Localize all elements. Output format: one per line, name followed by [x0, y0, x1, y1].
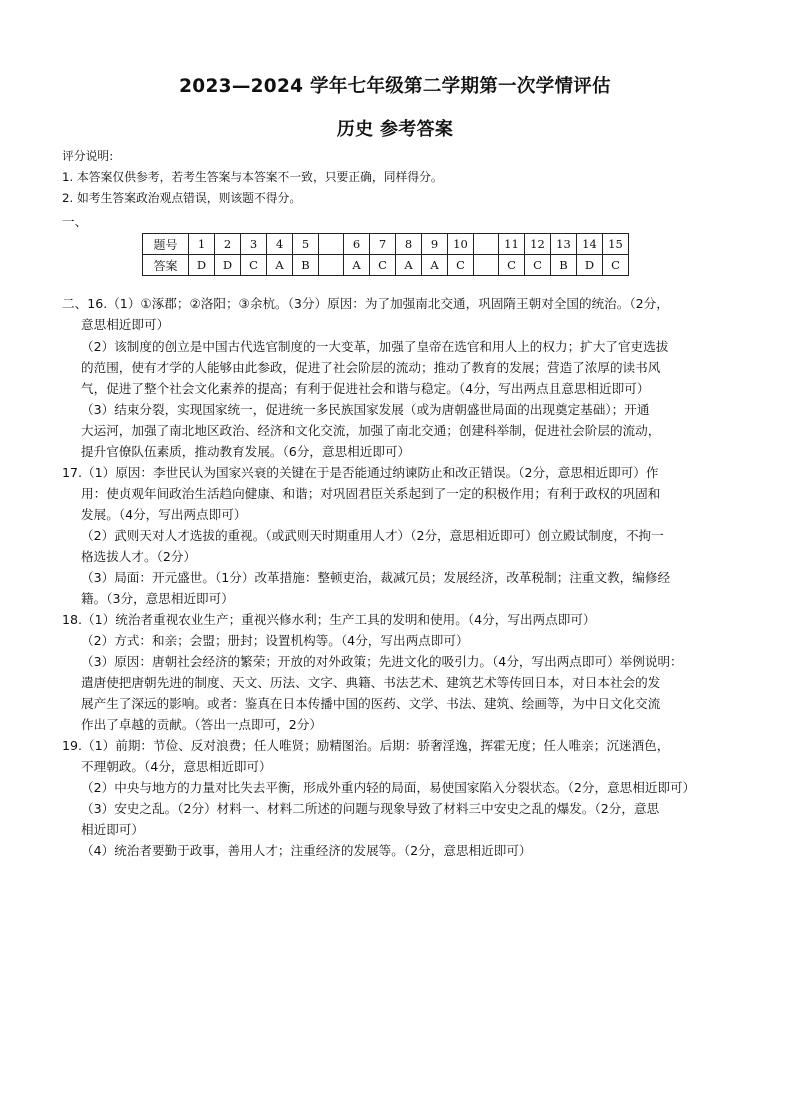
- answer-table: [142, 233, 629, 276]
- answer-line: 不理朝政。（4分，意思相近即可）: [81, 759, 272, 774]
- question-number: 10: [448, 234, 474, 255]
- answer-cell: C: [525, 255, 551, 276]
- table-gap-cell: [474, 234, 499, 255]
- table-gap-cell: [474, 255, 499, 276]
- question-number-row: [143, 234, 629, 255]
- question-number: 2: [215, 234, 241, 255]
- answer-cell: C: [241, 255, 267, 276]
- answer-line: 气，促进了整个社会文化素养的提高；有利于促进社会和谐与稳定。（4分，写出两点且意思相近即可）: [81, 381, 650, 396]
- note-item-1: 1. 本答案仅供参考，若考生答案与本答案不一致，只要正确，同样得分。: [62, 170, 443, 184]
- answer-line: 相近即可）: [81, 822, 144, 837]
- question-number: 9: [422, 234, 448, 255]
- question-number: 8: [396, 234, 422, 255]
- question-number: 13: [551, 234, 577, 255]
- question-number: 7: [370, 234, 396, 255]
- answer-line: （3）结束分裂，实现国家统一，促进统一多民族国家发展（或为唐朝盛世局面的出现奠定基础）；开通: [81, 402, 650, 417]
- question-number: 14: [577, 234, 603, 255]
- answer-line: 遣唐使把唐朝先进的制度、天文、历法、文字、典籍、书法艺术、建筑艺术等传回日本，对日本社会的发: [81, 675, 661, 690]
- question-number: 4: [267, 234, 293, 255]
- answer-line: 发展。（4分，写出两点即可）: [81, 507, 247, 522]
- answer-cell: D: [215, 255, 241, 276]
- question-number: 12: [525, 234, 551, 255]
- question-number: 11: [499, 234, 525, 255]
- answer-cell: C: [448, 255, 474, 276]
- answer-line: 18.（1）统治者重视农业生产；重视兴修水利；生产工具的发明和使用。（4分，写出两点即可）: [62, 612, 596, 627]
- notes-heading: 评分说明:: [62, 149, 114, 163]
- answer-cell: B: [551, 255, 577, 276]
- answer-cell: C: [603, 255, 629, 276]
- answer-line: 二、16.（1）①涿郡；②洛阳；③余杭。（3分）原因：为了加强南北交通，巩固隋王朝对全国的统治。（2分，: [62, 296, 669, 311]
- note-item-2: 2. 如考生答案政治观点错误，则该题不得分。: [62, 191, 302, 205]
- answer-line: 的范围，使有才学的人能够由此参政，促进了社会阶层的流动；推动了教育的发展；营造了浓厚的读书风: [81, 360, 661, 375]
- answer-line: 意思相近即可）: [81, 317, 170, 332]
- answer-line: （3）安史之乱。（2分）材料一、材料二所述的问题与现象导致了材料三中安史之乱的爆发。（2分，意思: [81, 801, 660, 816]
- question-number: 5: [293, 234, 319, 255]
- answer-line: （3）局面：开元盛世。（1分）改革措施：整顿吏治，裁减冗员；发展经济，改革税制；注重文教，编修经: [81, 570, 671, 585]
- answer-line: 格选拔人才。（2分）: [81, 549, 197, 564]
- row-label-number: 题号: [143, 234, 189, 255]
- page-title: 2023—2024 学年七年级第二学期第一次学情评估: [179, 76, 611, 97]
- answer-row: [143, 255, 629, 276]
- answer-line: （2）中央与地方的力量对比失去平衡，形成外重内轻的局面，易使国家陷入分裂状态。（2分，意思相近即可）: [81, 780, 696, 795]
- table-gap-cell: [319, 255, 344, 276]
- answer-line: 展产生了深远的影响。或者：鉴真在日本传播中国的医药、文学、书法、建筑、绘画等，为中日文化交流: [81, 696, 661, 711]
- question-number: 3: [241, 234, 267, 255]
- answer-line: （2）该制度的创立是中国古代选官制度的一大变革，加强了皇帝在选官和用人上的权力；扩大了官吏选拔: [81, 339, 669, 354]
- answer-cell: A: [396, 255, 422, 276]
- answer-cell: A: [267, 255, 293, 276]
- answer-cell: C: [370, 255, 396, 276]
- answer-line: 提升官僚队伍素质，推动教育发展。（6分，意思相近即可）: [81, 444, 411, 459]
- answer-cell: A: [344, 255, 370, 276]
- answer-line: 大运河，加强了南北地区政治、经济和文化交流，加强了南北交通；创建科举制，促进社会阶层的流动，: [81, 423, 661, 438]
- answer-line: 作出了卓越的贡献。（答出一点即可，2分）: [81, 717, 322, 732]
- question-number: 6: [344, 234, 370, 255]
- answer-line: （2）方式：和亲；会盟；册封；设置机构等。（4分，写出两点即可）: [81, 633, 469, 648]
- answer-line: 用：使贞观年间政治生活趋向健康、和谐；对巩固君臣关系起到了一定的积极作用；有利于政权的巩固和: [81, 486, 661, 501]
- question-number: 1: [189, 234, 215, 255]
- answer-line: 17.（1）原因：李世民认为国家兴衰的关键在于是否能通过纳谏防止和改正错误。（2分，意思相近即可）作: [62, 465, 659, 480]
- answer-line: 籍。（3分，意思相近即可）: [81, 591, 234, 606]
- answer-cell: C: [499, 255, 525, 276]
- page-subtitle: 历史 参考答案: [336, 119, 454, 140]
- answer-cell: A: [422, 255, 448, 276]
- answer-cell: B: [293, 255, 319, 276]
- answer-line: （2）武则天对人才选拔的重视。（或武则天时期重用人才）（2分，意思相近即可）创立殿试制度，不拘一: [81, 528, 664, 543]
- answer-cell: D: [189, 255, 215, 276]
- section-one-label: 一、: [62, 214, 88, 229]
- answer-line: （3）原因：唐朝社会经济的繁荣；开放的对外政策；先进文化的吸引力。（4分，写出两点即可）举例说明：: [81, 654, 683, 669]
- answer-line: （4）统治者要勤于政事，善用人才；注重经济的发展等。（2分，意思相近即可）: [81, 843, 532, 858]
- table-gap-cell: [319, 234, 344, 255]
- answer-cell: D: [577, 255, 603, 276]
- question-number: 15: [603, 234, 629, 255]
- answer-line: 19.（1）前期：节俭、反对浪费；任人唯贤；励精图治。后期：骄奢淫逸，挥霍无度；任人唯亲；沉迷酒色，: [62, 738, 670, 753]
- row-label-answer: 答案: [143, 255, 189, 276]
